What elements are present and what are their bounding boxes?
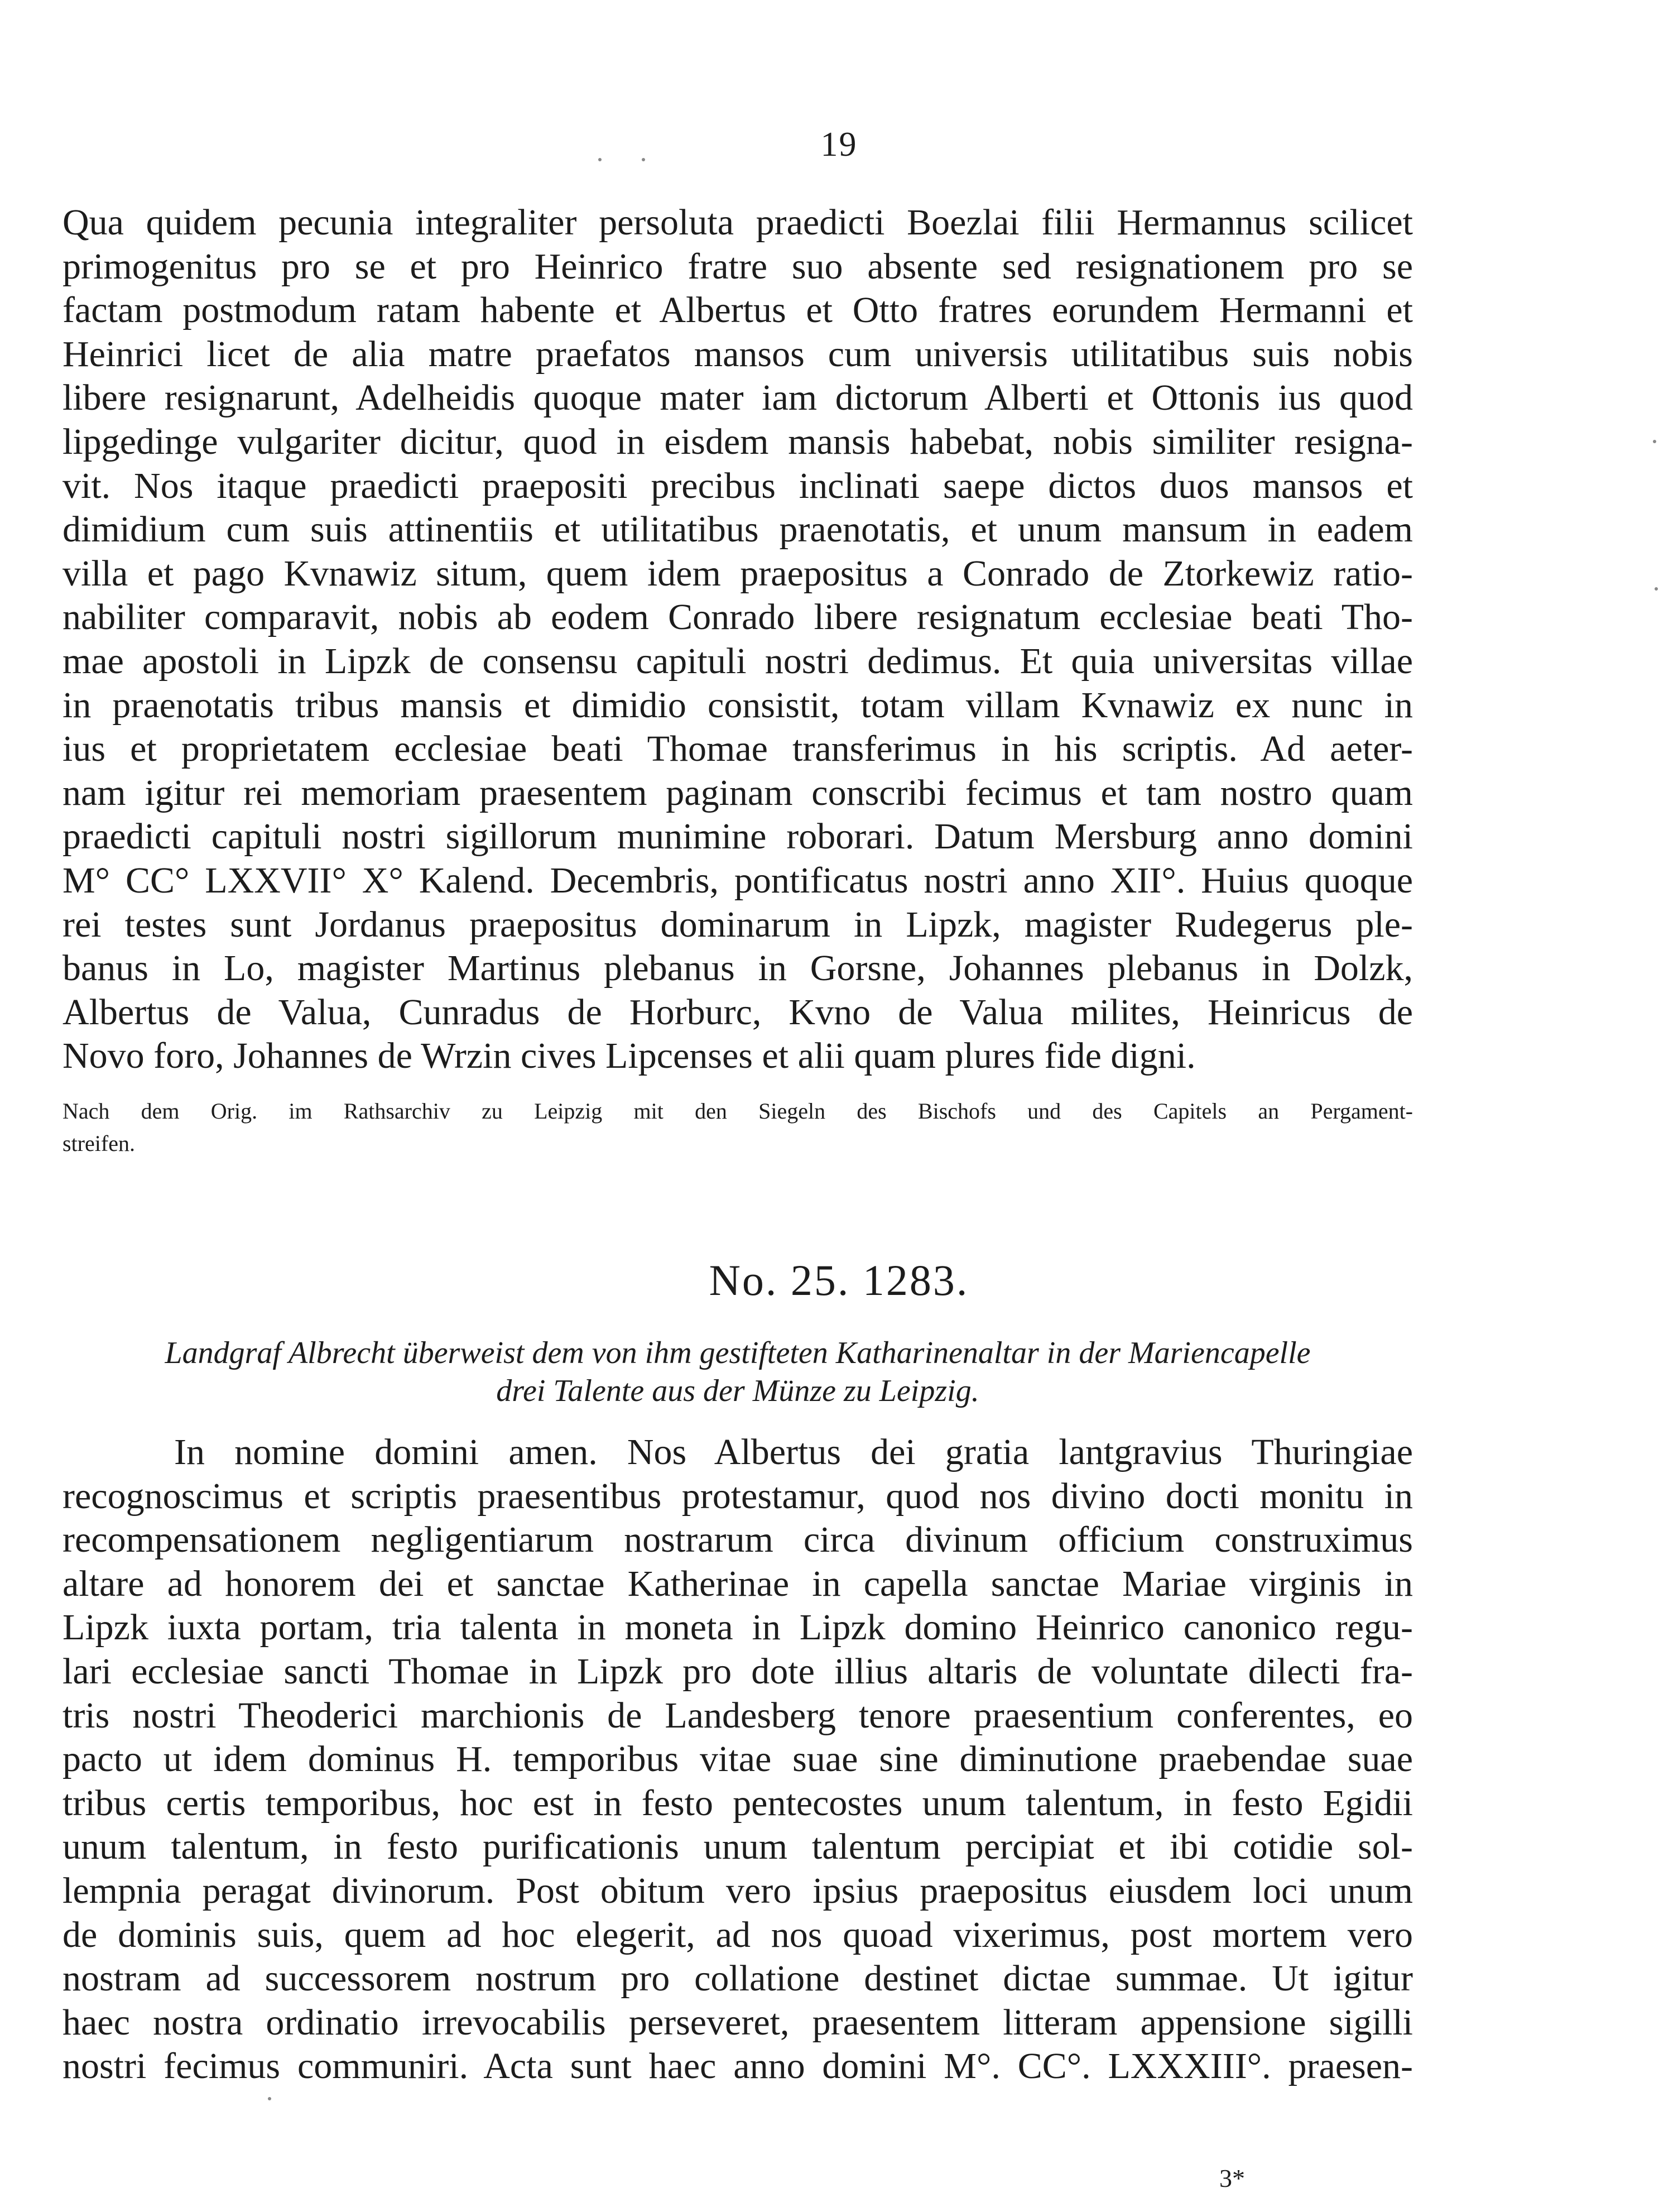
text-line: rei testes sunt Jordanus praepositus dominarum in Lipzk, magister Rudegerus ple-	[62, 904, 1413, 945]
charter-text	[62, 1431, 1413, 2089]
text-line: primogenitus pro se et pro Heinrico fratre suo absente sed resignationem pro se	[62, 246, 1413, 287]
charter-text-continued	[62, 201, 1413, 1078]
text-line: altare ad honorem dei et sanctae Katherinae in capella sanctae Mariae virginis in	[62, 1563, 1413, 1604]
text-line: nam igitur rei memoriam praesentem paginam conscribi fecimus et tam nostro quam	[62, 772, 1413, 813]
text-line: praedicti capituli nostri sigillorum munimine roborari. Datum Mersburg anno domini	[62, 816, 1413, 857]
text-line: lempnia peragat divinorum. Post obitum vero ipsius praepositus eiusdem loci unum	[62, 1870, 1413, 1911]
text-line: tribus certis temporibus, hoc est in festo pentecostes unum talentum, in festo Egidii	[62, 1782, 1413, 1824]
text-line: libere resignarunt, Adelheidis quoque mater iam dictorum Alberti et Ottonis ius quod	[62, 377, 1413, 419]
paper-speck	[598, 158, 602, 161]
summary-line: Landgraf Albrecht überweist dem von ihm gestifteten Katharinenaltar in der Mariencapelle	[165, 1336, 1311, 1370]
text-line: in praenotatis tribus mansis et dimidio consistit, totam villam Kvnawiz ex nunc in	[62, 684, 1413, 726]
text-line: pacto ut idem dominus H. temporibus vitae suae sine diminutione praebendae suae	[62, 1739, 1413, 1780]
source-note-line: streifen.	[62, 1131, 135, 1156]
paper-speck	[642, 158, 645, 161]
text-line: Albertus de Valua, Cunradus de Horburc, Kvno de Valua milites, Heinricus de	[62, 991, 1413, 1033]
text-line: M° CC° LXXVII° X° Kalend. Decembris, pontificatus nostri anno XII°. Huius quoque	[62, 860, 1413, 901]
text-line: In nomine domini amen. Nos Albertus dei gratia lantgravius Thuringiae	[174, 1432, 1413, 1472]
text-line: nostram ad successorem nostrum pro collatione destinet dictae summae. Ut igitur	[62, 1958, 1413, 1999]
text-line: nabiliter comparavit, nobis ab eodem Conrado libere resignatum ecclesiae beati Tho-	[62, 597, 1413, 638]
text-line: tris nostri Theoderici marchionis de Landesberg tenore praesentium conferentes, eo	[62, 1695, 1413, 1736]
text-line: recompensationem negligentiarum nostrarum circa divinum officium construximus	[62, 1519, 1413, 1561]
text-line: lari ecclesiae sancti Thomae in Lipzk pro dote illius altaris de voluntate dilecti fra-	[62, 1650, 1413, 1692]
text-line: mae apostoli in Lipzk de consensu capituli nostri dedimus. Et quia universitas villae	[62, 640, 1413, 682]
paper-speck	[1653, 440, 1656, 443]
paper-speck	[1655, 587, 1658, 591]
text-line: villa et pago Kvnawiz situm, quem idem praepositus a Conrado de Ztorkewiz ratio-	[62, 553, 1413, 594]
text-line: vit. Nos itaque praedicti praepositi precibus inclinati saepe dictos duos mansos et	[62, 465, 1413, 506]
text-line: unum talentum, in festo purificationis unum talentum percipiat et ibi cotidie sol-	[62, 1826, 1413, 1868]
summary-line: drei Talente aus der Münze zu Leipzig.	[496, 1374, 979, 1408]
source-note-line: Nach dem Orig. im Rathsarchiv zu Leipzig mit den Siegeln des Bischofs und des Capitels an Pergament-	[62, 1098, 1413, 1124]
page-number: 19	[820, 126, 858, 164]
text-line: nostri fecimus communiri. Acta sunt haec anno domini M°. CC°. LXXXIII°. praesen-	[62, 2046, 1413, 2087]
text-line: de dominis suis, quem ad hoc elegerit, ad nos quoad vixerimus, post mortem vero	[62, 1914, 1413, 1955]
text-line: recognoscimus et scriptis praesentibus protestamur, quod nos divino docti monitu in	[62, 1475, 1413, 1517]
text-line: factam postmodum ratam habente et Albertus et Otto fratres eorundem Hermanni et	[62, 290, 1413, 331]
text-line: Novo foro, Johannes de Wrzin cives Lipcenses et alii quam plures fide digni.	[62, 1035, 1196, 1077]
paper-speck	[268, 2097, 271, 2100]
text-line: ius et proprietatem ecclesiae beati Thomae transferimus in his scriptis. Ad aeter-	[62, 728, 1413, 770]
text-line: haec nostra ordinatio irrevocabilis perseveret, praesentem litteram appensione sigilli	[62, 2002, 1413, 2043]
text-line: Lipzk iuxta portam, tria talenta in moneta in Lipzk domino Heinrico canonico regu-	[62, 1607, 1413, 1648]
text-line: Heinrici licet de alia matre praefatos mansos cum universis utilitatibus suis nobis	[62, 333, 1413, 375]
text-line: dimidium cum suis attinentiis et utilitatibus praenotatis, et unum mansum in eadem	[62, 509, 1413, 550]
text-line: banus in Lo, magister Martinus plebanus in Gorsne, Johannes plebanus in Dolzk,	[62, 948, 1413, 989]
text-line: lipgedinge vulgariter dicitur, quod in eisdem mansis habebat, nobis similiter resigna-	[62, 421, 1413, 462]
document-heading: No. 25. 1283.	[709, 1256, 969, 1304]
source-note	[62, 1095, 1413, 1160]
text-line: Qua quidem pecunia integraliter persoluta praedicti Boezlai filii Hermannus scilicet	[62, 202, 1413, 243]
signature-mark: 3*	[1219, 2164, 1245, 2192]
document-summary	[62, 1334, 1413, 1410]
